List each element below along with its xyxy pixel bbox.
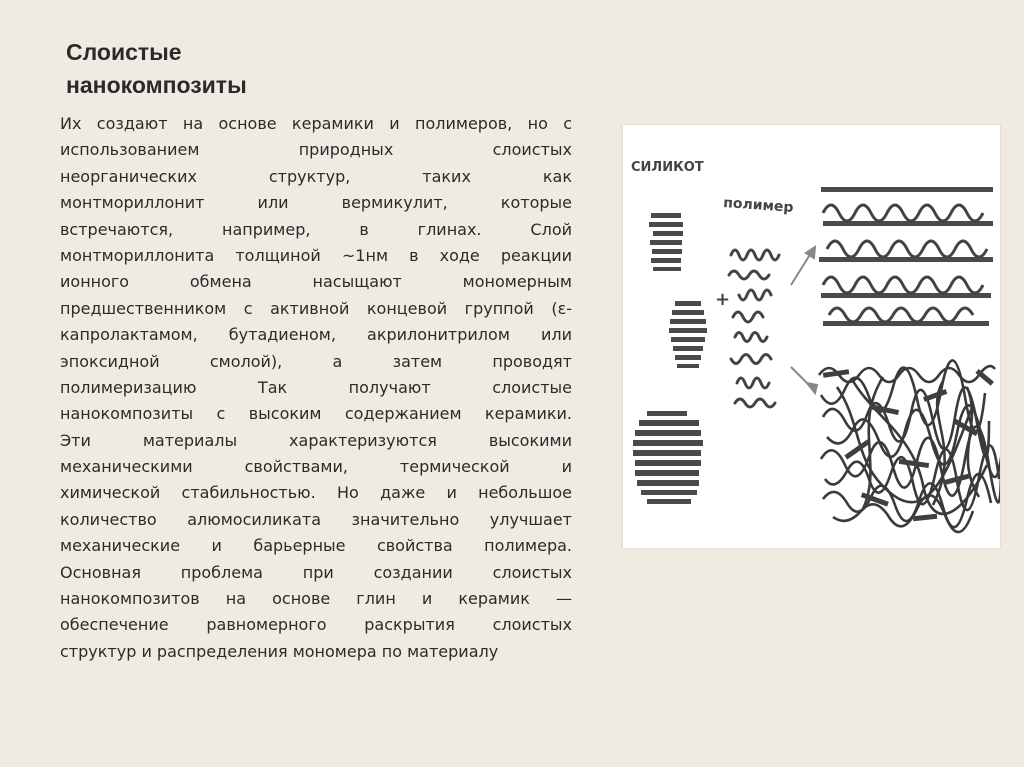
slide-title bbox=[66, 36, 386, 102]
body-line: встречаются, например, в глинах. Слой bbox=[60, 219, 572, 239]
label-polymer: полимер bbox=[722, 195, 794, 216]
silicate-stack-bottom bbox=[633, 411, 703, 504]
body-paragraph bbox=[60, 111, 572, 665]
silicate-stack-middle bbox=[669, 301, 707, 368]
body-line: количество алюмосиликата значительно улучшает bbox=[60, 509, 572, 529]
body-line: полимеризацию Так получают слоистые bbox=[60, 377, 572, 397]
body-line: нанокомпозитов на основе глин и керамик — bbox=[60, 589, 572, 609]
exfoliated-structure bbox=[819, 360, 1000, 532]
body-line: монтмориллонита толщиной ~1нм в ходе реакции bbox=[60, 245, 572, 265]
body-line: Эти материалы характеризуются высокими bbox=[60, 430, 572, 450]
body-line: предшественником с активной концевой группой (ε- bbox=[60, 298, 572, 318]
process-arrows bbox=[791, 247, 817, 393]
body-line: капролактамом, бутадиеном, акрилонитрилом или bbox=[60, 325, 572, 345]
body-line: эпоксидной смолой), а затем проводят bbox=[60, 351, 572, 371]
polymer-chains bbox=[729, 250, 779, 407]
title-line-2: нанокомпозиты bbox=[66, 72, 247, 98]
body-line: ионного обмена насыщают мономерным bbox=[60, 272, 572, 292]
label-plus: + bbox=[715, 289, 731, 310]
body-line: механические и барьерные свойства полимера. bbox=[60, 536, 572, 556]
body-line: неорганических структур, таких как bbox=[60, 166, 572, 186]
silicate-stack-top bbox=[649, 213, 683, 271]
body-line: обеспечение равномерного раскрытия слоистых bbox=[60, 615, 572, 635]
diagram-svg bbox=[623, 125, 1000, 548]
body-line: структур и распределения мономера по материалу bbox=[60, 641, 499, 661]
title-line-1: Слоистые bbox=[66, 39, 182, 65]
body-line: нанокомпозиты с высоким содержанием керамики. bbox=[60, 404, 572, 424]
label-silicate: СИЛИКОТ bbox=[631, 160, 704, 175]
body-line: монтмориллонит или вермикулит, которые bbox=[60, 193, 572, 213]
body-line: Их создают на основе керамики и полимеров, но с bbox=[60, 114, 572, 133]
intercalated-structure bbox=[819, 187, 993, 326]
body-line: использованием природных слоистых bbox=[60, 140, 572, 160]
nanocomposite-diagram bbox=[623, 125, 1000, 548]
body-line: механическими свойствами, термической и bbox=[60, 457, 572, 477]
body-line: Основная проблема при создании слоистых bbox=[60, 562, 572, 582]
body-line: химической стабильностью. Но даже и небольшое bbox=[60, 483, 572, 503]
